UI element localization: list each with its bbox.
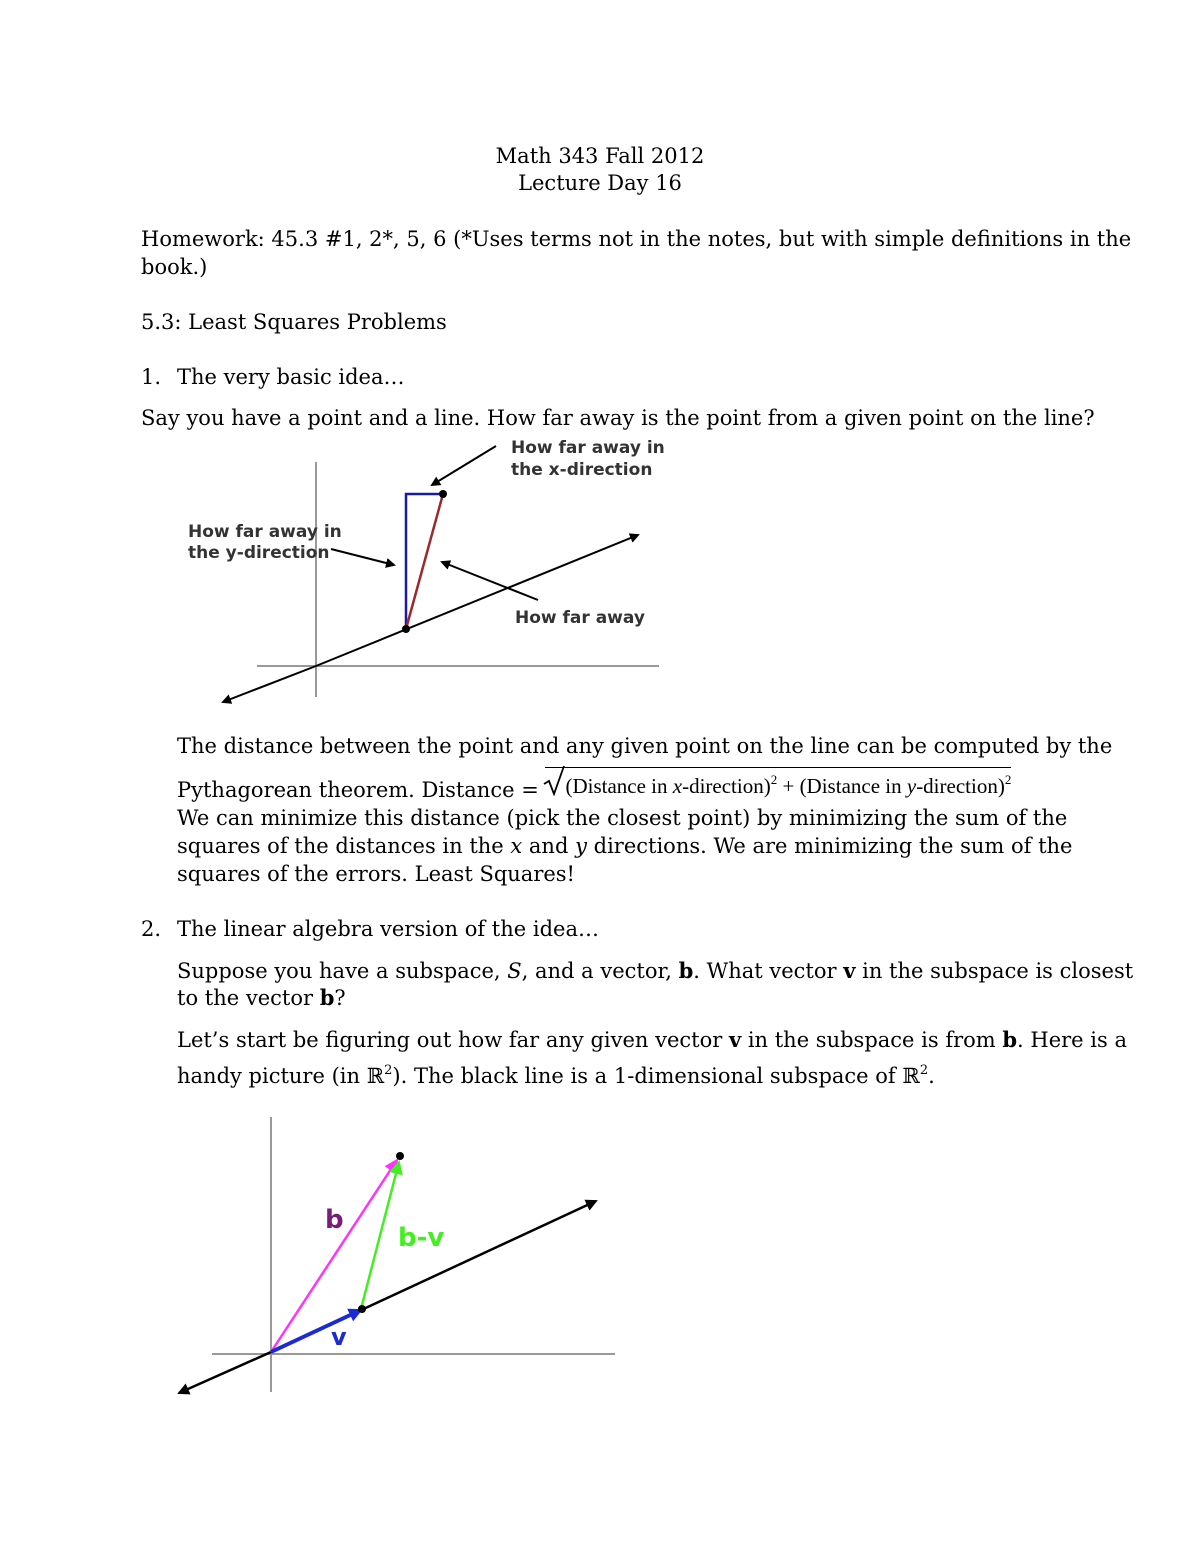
p2-line-2: squares of the distances in the x and y directions. We are minimizing the sum of the [177, 834, 1073, 858]
p2-line-1: We can minimize this distance (pick the closest point) by minimizing the sum of the [177, 806, 1068, 830]
label-y-direction-1: How far away in [188, 522, 342, 542]
section-title: 5.3: Least Squares Problems [141, 310, 447, 334]
label-x-direction-2: the x-direction [511, 460, 653, 480]
q-line-1: Suppose you have a subspace, S, and a vector, b. What vector v in the subspace is closest [177, 958, 1134, 983]
p2-line-3: squares of the errors. Least Squares! [177, 862, 575, 886]
distance-formula: (Distance in x-direction)$^2$ + (Distance in y-direction)$^2$ [545, 767, 1011, 798]
item-2-title: The linear algebra version of the idea… [177, 917, 599, 941]
point-b-tip [396, 1152, 404, 1160]
lecture-day: Lecture Day 16 [518, 171, 682, 195]
item-1-intro: Say you have a point and a line. How far away is the point from a given point on the line? [141, 406, 1095, 430]
item-2-number: 2. [141, 917, 162, 941]
subspace-line-backward [179, 1352, 271, 1393]
item-1-title: The very basic idea… [177, 365, 405, 389]
label-distance: How far away [515, 608, 645, 628]
label-y-direction-2: the y-direction [188, 543, 330, 563]
p1-line-2-text: Pythagorean theorem. Distance = [177, 778, 546, 802]
point-v-tip [358, 1305, 366, 1313]
label-b-minus-v: b-v [398, 1223, 445, 1253]
p1-line-1: The distance between the point and any given point on the line can be computed by the [177, 734, 1113, 758]
label-x-direction-1: How far away in [511, 438, 665, 458]
r-line-1: Let’s start be figuring out how far any given vector v in the subspace is from b. Here is a [177, 1027, 1127, 1052]
item-1-number: 1. [141, 365, 162, 389]
label-v: v [331, 1323, 347, 1351]
homework-line-2: book.) [141, 255, 208, 279]
r-line-2: handy picture (in ℝ$^2$). The black line is a 1-dimensional subspace of ℝ$^2$. [177, 1063, 935, 1088]
label-b: b [325, 1205, 344, 1235]
course-title: Math 343 Fall 2012 [495, 144, 705, 168]
q-line-2: to the vector b? [177, 985, 346, 1010]
homework-line-1: Homework: 45.3 #1, 2*, 5, 6 (*Uses terms not in the notes, but with simple definitions in the [141, 227, 1132, 251]
